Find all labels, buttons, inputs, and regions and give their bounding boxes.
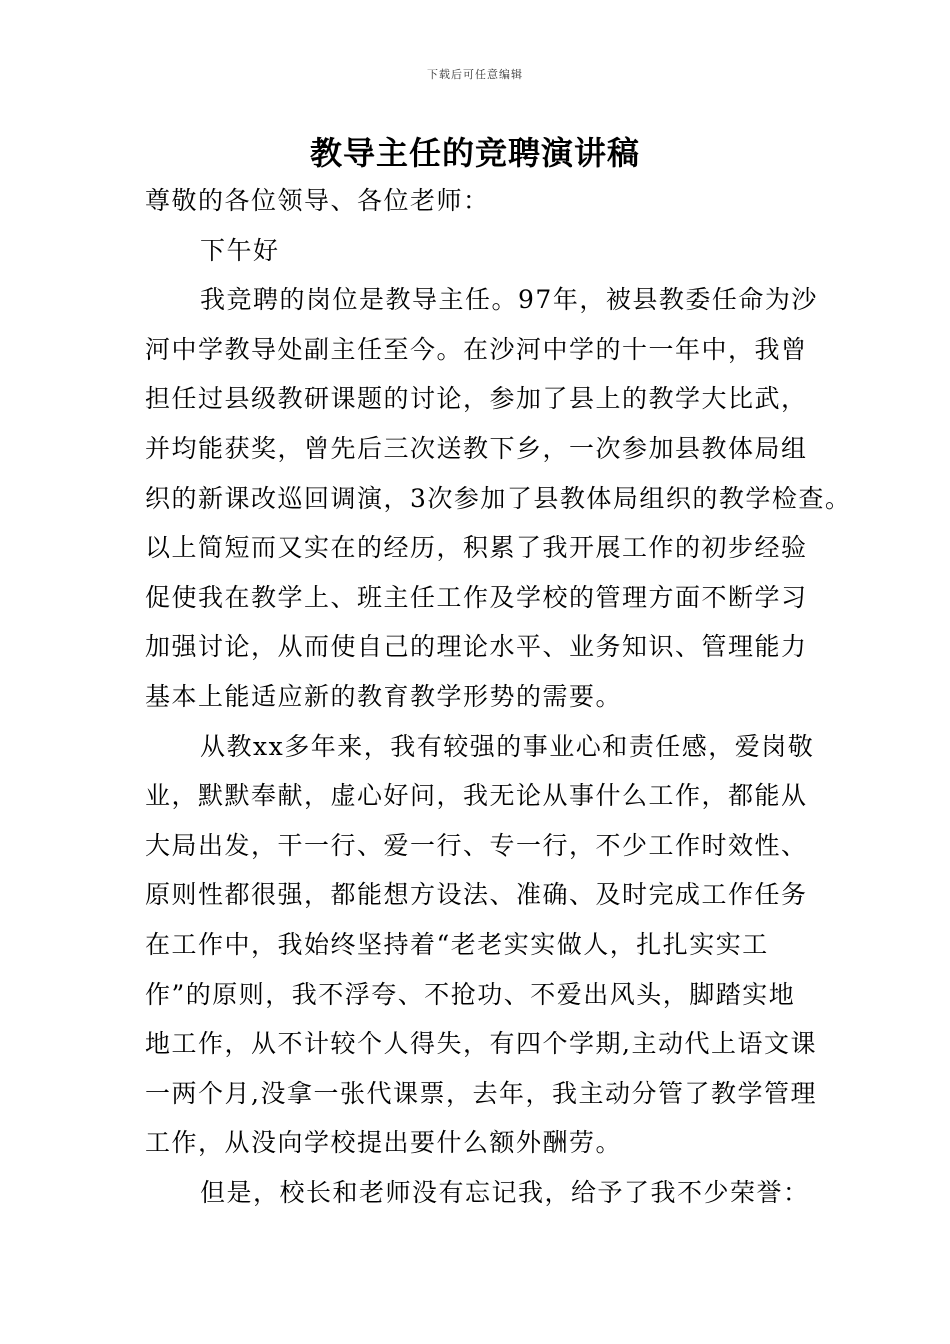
body-text-line: 尊敬的各位领导、各位老师： (145, 186, 490, 215)
body-text-line: 业，默默奉献，虚心好问，我无论从事什么工作，都能从 (145, 781, 808, 811)
body-text-line: 下午好 (200, 235, 280, 265)
body-text-line: 但是，校长和老师没有忘记我，给予了我不少荣誉： (200, 1178, 810, 1207)
body-text-line: 大局出发，干一行、爱一行、专一行，不少工作时效性、 (145, 830, 808, 860)
body-text-line: 基本上能适应新的教育教学形势的需要。 (145, 682, 623, 711)
body-text-line: 我竞聘的岗位是教导主任。97年，被县教委任命为沙 (200, 285, 818, 315)
body-text-line: 在工作中，我始终坚持着“老老实实做人，扎扎实实工 (145, 930, 769, 959)
body-text-line: 并均能获奖，曾先后三次送教下乡，一次参加县教体局组 (145, 434, 808, 463)
body-text-line: 加强讨论，从而使自己的理论水平、业务知识、管理能力 (145, 632, 808, 662)
body-text-line: 一两个月,没拿一张代课票，去年，我主动分管了教学管理 (145, 1078, 817, 1108)
body-text-line: 担任过县级教研课题的讨论，参加了县上的教学大比武， (145, 384, 808, 414)
body-text-line: 工作，从没向学校提出要什么额外酬劳。 (145, 1128, 623, 1158)
body-text-line: 以上简短而又实在的经历，积累了我开展工作的初步经验 (145, 533, 808, 563)
page-header-note: 下载后可任意编辑 (427, 68, 523, 81)
body-text-line: 促使我在教学上、班主任工作及学校的管理方面不断学习 (145, 582, 808, 612)
body-text-line: 河中学教导处副主任至今。在沙河中学的十一年中，我曾 (145, 334, 808, 364)
body-text-line: 从教xx多年来，我有较强的事业心和责任感，爱岗敬 (200, 731, 815, 761)
body-text-line: 原则性都很强，都能想方设法、准确、及时完成工作任务 (145, 880, 808, 910)
body-text-line: 作”的原则，我不浮夸、不抢功、不爱出风头，脚踏实地 (145, 979, 796, 1009)
body-text-line: 织的新课改巡回调演，3次参加了县教体局组织的教学检查。 (145, 483, 852, 513)
document-title: 教导主任的竞聘演讲稿 (309, 134, 640, 172)
body-text-line: 地工作，从不计较个人得失，有四个学期,主动代上语文课 (145, 1029, 817, 1059)
